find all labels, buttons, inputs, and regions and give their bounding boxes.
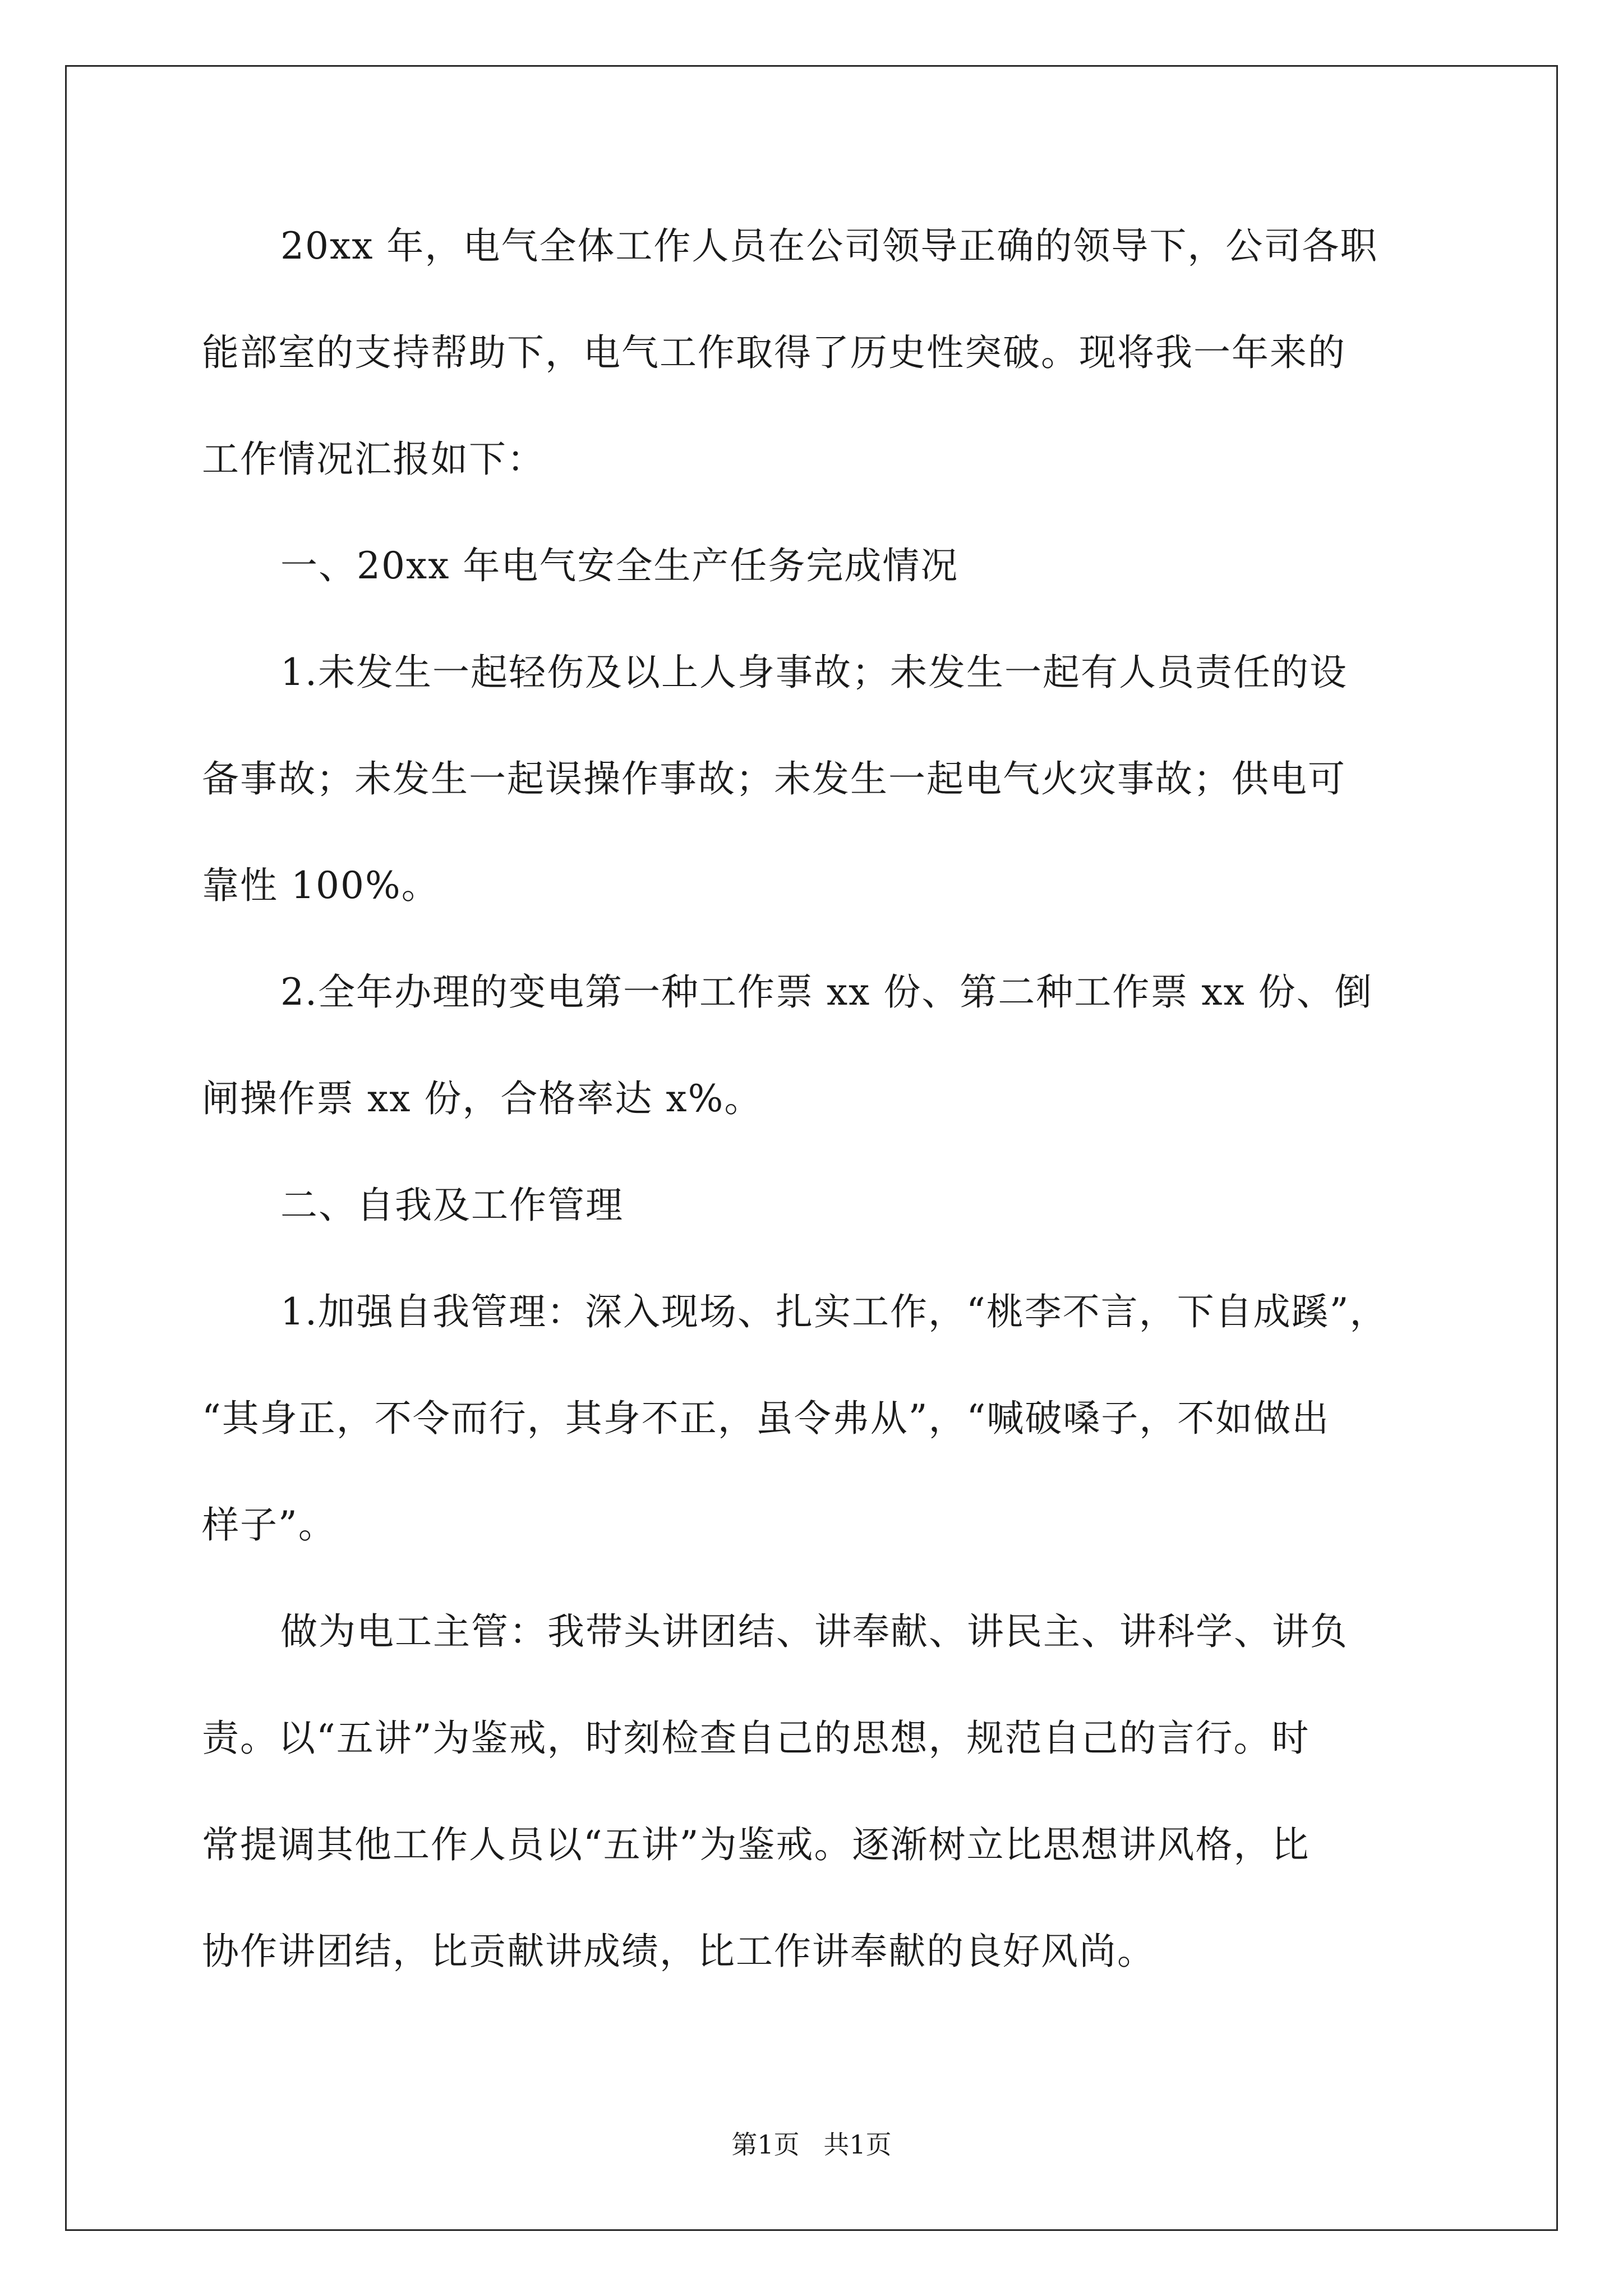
page-number: 第1页: [731, 2129, 800, 2160]
paragraph-line: 常提调其他工作人员以“五讲”为鉴戒。逐渐树立比思想讲风格，比: [202, 1823, 1310, 1866]
paragraph-line: 责。以“五讲”为鉴戒，时刻检查自己的思想，规范自己的言行。时: [202, 1717, 1310, 1760]
page-footer: [0, 2128, 1623, 2161]
paragraph-line: 20xx 年，电气全体工作人员在公司领导正确的领导下，公司各职: [280, 224, 1378, 268]
paragraph-line: 协作讲团结，比贡献讲成绩，比工作讲奉献的良好风尚。: [202, 1930, 1155, 1973]
section-heading: 一、20xx 年电气安全生产任务完成情况: [280, 544, 959, 587]
paragraph-line: 2.全年办理的变电第一种工作票 xx 份、第二种工作票 xx 份、倒: [280, 970, 1373, 1014]
paragraph-line: 靠性 100%。: [202, 864, 440, 907]
paragraph-line: “其身正，不令而行，其身不正，虽令弗从”，“喊破嗓子，不如做出: [202, 1397, 1330, 1440]
paragraph-line: 工作情况汇报如下：: [202, 438, 545, 481]
paragraph-line: 备事故；未发生一起误操作事故；未发生一起电气火灾事故；供电可: [202, 757, 1346, 800]
paragraph-line: 样子”。: [202, 1503, 336, 1547]
section-heading: 二、自我及工作管理: [280, 1184, 624, 1227]
paragraph-line: 做为电工主管：我带头讲团结、讲奉献、讲民主、讲科学、讲负: [280, 1610, 1348, 1653]
paragraph-line: 1.未发生一起轻伤及以上人身事故；未发生一起有人员责任的设: [280, 651, 1348, 694]
page-border: [65, 65, 1558, 2231]
paragraph-line: 能部室的支持帮助下，电气工作取得了历史性突破。现将我一年来的: [202, 331, 1346, 374]
paragraph-line: 1.加强自我管理：深入现场、扎实工作，“桃李不言，下自成蹊”，: [280, 1290, 1388, 1333]
page-total: 共1页: [823, 2129, 892, 2160]
paragraph-line: 闸操作票 xx 份，合格率达 x%。: [202, 1077, 763, 1120]
